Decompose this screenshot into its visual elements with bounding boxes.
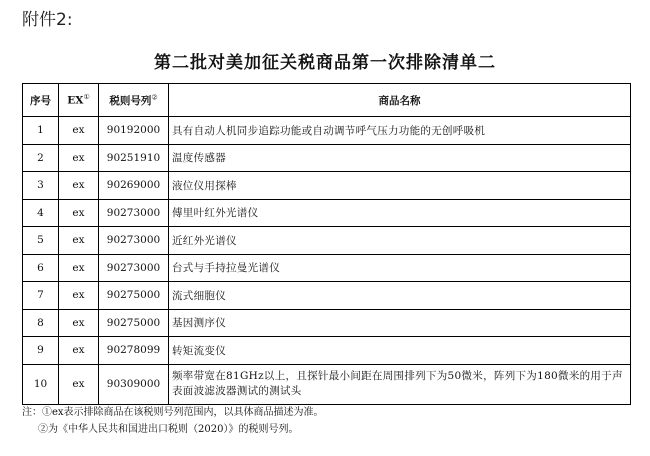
table-row [23,227,631,255]
exclusion-table [22,83,631,405]
row-code: 90275000 [99,282,169,310]
header-no: 序号 [23,84,59,117]
row-no: 4 [23,199,59,227]
table-row [23,172,631,200]
row-no: 2 [23,144,59,172]
row-no: 6 [23,254,59,282]
row-ex: ex [59,144,99,172]
table-row [23,254,631,282]
document-title: 第二批对美加征关税商品第一次排除清单二 [154,53,496,73]
row-no: 10 [23,364,59,404]
row-ex: ex [59,117,99,145]
table-row [23,282,631,310]
table-row [23,117,631,145]
row-code: 90309000 [99,364,169,404]
row-no: 5 [23,227,59,255]
row-ex: ex [59,364,99,404]
table-header-row [23,84,631,117]
table-row [23,364,631,404]
row-no: 1 [23,117,59,145]
row-name: 基因测序仪 [169,309,631,337]
row-ex: ex [59,337,99,365]
row-code: 90273000 [99,199,169,227]
attachment-label: 附件2: [22,10,73,30]
table-row [23,144,631,172]
header-ex: EX① [59,84,99,117]
row-name: 流式细胞仪 [169,282,631,310]
row-name: 频率带宽在81GHz以上，且探针最小间距在周围排列下为50微米，阵列下为180微米的用于声表面波滤波器测试的测试头 [169,364,631,404]
row-code: 90192000 [99,117,169,145]
row-no: 8 [23,309,59,337]
row-name: 近红外光谱仪 [169,227,631,255]
row-ex: ex [59,254,99,282]
row-name: 温度传感器 [169,144,631,172]
footnote-2: ②为《中华人民共和国进出口税则（2020）》的税则号列。 [38,424,299,435]
row-name: 傅里叶红外光谱仪 [169,199,631,227]
footnote-mark-1: ① [83,93,90,102]
row-code: 90269000 [99,172,169,200]
footnote-mark-2: ② [151,93,158,101]
header-name: 商品名称 [169,84,631,117]
row-ex: ex [59,199,99,227]
table-row [23,337,631,365]
row-code: 90273000 [99,227,169,255]
row-ex: ex [59,227,99,255]
table-row [23,309,631,337]
row-code: 90273000 [99,254,169,282]
footnote-1: 注：①ex表示排除商品在该税则号列范围内，以具体商品描述为准。 [22,407,324,418]
row-ex: ex [59,172,99,200]
row-code: 90251910 [99,144,169,172]
row-no: 7 [23,282,59,310]
table-row [23,199,631,227]
row-name: 具有自动人机同步追踪功能或自动调节呼气压力功能的无创呼吸机 [169,117,631,145]
row-ex: ex [59,309,99,337]
row-name: 转矩流变仪 [169,337,631,365]
row-no: 3 [23,172,59,200]
header-code: 税则号列② [99,84,169,117]
row-code: 90278099 [99,337,169,365]
row-no: 9 [23,337,59,365]
row-name: 液位仪用探棒 [169,172,631,200]
row-name: 台式与手持拉曼光谱仪 [169,254,631,282]
row-code: 90275000 [99,309,169,337]
footnotes [22,404,324,438]
row-ex: ex [59,282,99,310]
